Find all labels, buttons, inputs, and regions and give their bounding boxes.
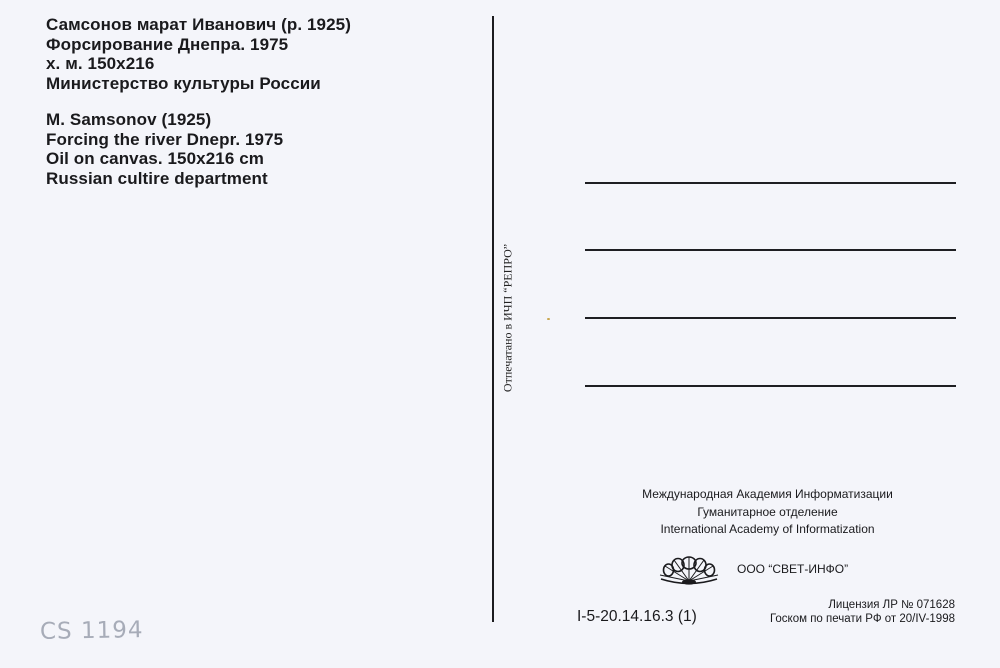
pencil-inventory-mark: CS 1194 xyxy=(39,617,144,645)
address-line xyxy=(585,182,956,184)
printer-credit-text: Отпечатано в ИЧП “РЕПРО” xyxy=(500,243,515,393)
address-line xyxy=(585,385,956,387)
address-line xyxy=(585,249,956,251)
academy-ru: Международная Академия Информатизации xyxy=(642,487,893,501)
caption-ru-medium: х. м. 150х216 xyxy=(46,54,155,73)
address-line xyxy=(585,317,956,319)
caption-ru-collection: Министерство культуры России xyxy=(46,73,321,93)
academy-division: Гуманитарное отделение xyxy=(697,504,838,519)
center-divider xyxy=(492,16,494,622)
caption-en-title: Forcing the river Dnepr. 1975 xyxy=(46,129,284,149)
caption-en-collection: Russian cultire department xyxy=(46,168,268,188)
caption-ru-artist: Самсонов марат Иванович (р. 1925) xyxy=(46,15,351,34)
paper-speck xyxy=(547,318,550,320)
catalog-code: I-5-20.14.16.3 (1) xyxy=(577,608,697,625)
academy-en: International Academy of Informatization xyxy=(660,522,875,536)
license-number: Лицензия ЛР № 071628 xyxy=(828,599,955,611)
academy-block xyxy=(560,486,975,539)
caption-en-artist: M. Samsonov (1925) xyxy=(46,110,212,129)
license-authority: Госком по печати РФ от 20/IV-1998 xyxy=(769,613,955,625)
caption-english xyxy=(46,110,283,188)
license-block xyxy=(750,598,955,626)
caption-en-medium: Oil on canvas. 150x216 cm xyxy=(46,149,264,168)
publisher-name: ООО “СВЕТ-ИНФО” xyxy=(737,562,849,576)
caption-ru-title: Форсирование Днепра. 1975 xyxy=(46,34,289,54)
caption-russian xyxy=(46,15,351,93)
shell-fan-logo-icon xyxy=(656,548,722,588)
